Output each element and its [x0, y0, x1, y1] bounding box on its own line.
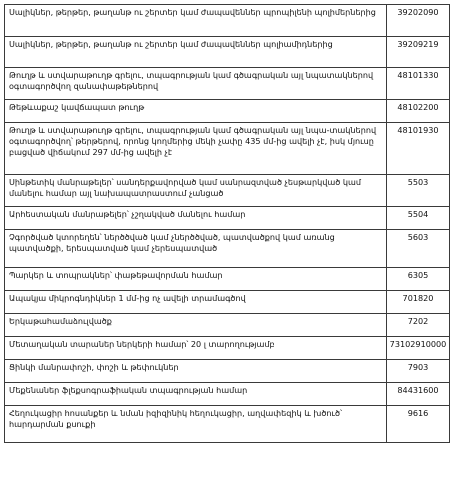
product-description: Հեղուկացիր հոսանքեր և նման իզիզինիկ հեղուկացիր, աղվափեզիկ և խծուծ՝ հարդարման քսուքի: [5, 406, 387, 443]
product-code: 48101930: [387, 123, 450, 175]
product-code: 39202090: [387, 5, 450, 37]
product-code: 7903: [387, 360, 450, 383]
table-row: [5, 314, 450, 337]
product-description: Չգործված կտորեղեն՝ ներծծված կամ չներծծված, պատվածքով կամ առանց պատվածքի, երեսպատված կամ չերեսպատված: [5, 230, 387, 268]
product-description: Արհեստական մանրաթելեր՝ չշղակված մանելու համար: [5, 207, 387, 230]
product-code: 701820: [387, 291, 450, 314]
table-row: [5, 406, 450, 443]
table-row: [5, 268, 450, 291]
product-code: 84431600: [387, 383, 450, 406]
table-row: [5, 175, 450, 207]
product-description: Երկաթահամաձուլվածք: [5, 314, 387, 337]
product-description: Թուղթ և ստվարաթուղթ գրելու, տպագրության կամ գծագրական այլ նպատակներով օգտագործվող զանափաթեթներով: [5, 68, 387, 100]
table-row: [5, 337, 450, 360]
product-description: Սինթետիկ մանրաթելեր՝ սանդերքավորված կամ սանրազտված չեսթարկված կամ մանելու համար այլ նախապատրաստում չանցած: [5, 175, 387, 207]
product-description: Պարկեր և տոպրակներ՝ փաթեթավորման համար: [5, 268, 387, 291]
table-row: [5, 383, 450, 406]
table-row: [5, 360, 450, 383]
product-code: 39209219: [387, 37, 450, 68]
product-description: Մետաղական տարաներ ներկերի համար՝ 20 լ տարողությամբ: [5, 337, 387, 360]
product-code-table: [4, 4, 450, 443]
table-row: [5, 230, 450, 268]
product-description: Ապակյա միկրոգնդիկներ 1 մմ-ից ոչ ավելի տրամագծով: [5, 291, 387, 314]
table-row: [5, 5, 450, 37]
product-code: 73102910000: [387, 337, 450, 360]
product-code: 48102200: [387, 100, 450, 123]
product-code: 6305: [387, 268, 450, 291]
product-description: Սալիկներ, թերթեր, թաղանթ ու շերտեր կամ ժապավեններ պրոպիլենի պոլիմերներից: [5, 5, 387, 37]
product-code: 48101330: [387, 68, 450, 100]
product-description: Սալիկներ, թերթեր, թաղանթ ու շերտեր կամ ժապավեններ պոլիամիդներից: [5, 37, 387, 68]
table-row: [5, 123, 450, 175]
table-row: [5, 68, 450, 100]
table-row: [5, 291, 450, 314]
product-description: Ցինկի մանրափոշի, փոշի և թեփուկներ: [5, 360, 387, 383]
product-code: 5603: [387, 230, 450, 268]
table-row: [5, 37, 450, 68]
table-row: [5, 207, 450, 230]
product-description: Թուղթ և ստվարաթուղթ գրելու, տպագրության կամ գծագրական այլ նպա-տակներով օգտագործվող՝ թերթերով, որոնց կողմերից մեկի չափը 435 մմ-ից ավելի չէ, իսկ մյուսը բացված վիճակում 297 մմ-ից ավելի չէ: [5, 123, 387, 175]
product-code: 7202: [387, 314, 450, 337]
product-code: 9616: [387, 406, 450, 443]
table-row: [5, 100, 450, 123]
product-description: Թեթևաքաշ կավճապատ թուղթ: [5, 100, 387, 123]
product-code: 5503: [387, 175, 450, 207]
product-code: 5504: [387, 207, 450, 230]
product-description: Մեքենաներ ֆլեքսոգրաֆիական տպագրության համար: [5, 383, 387, 406]
